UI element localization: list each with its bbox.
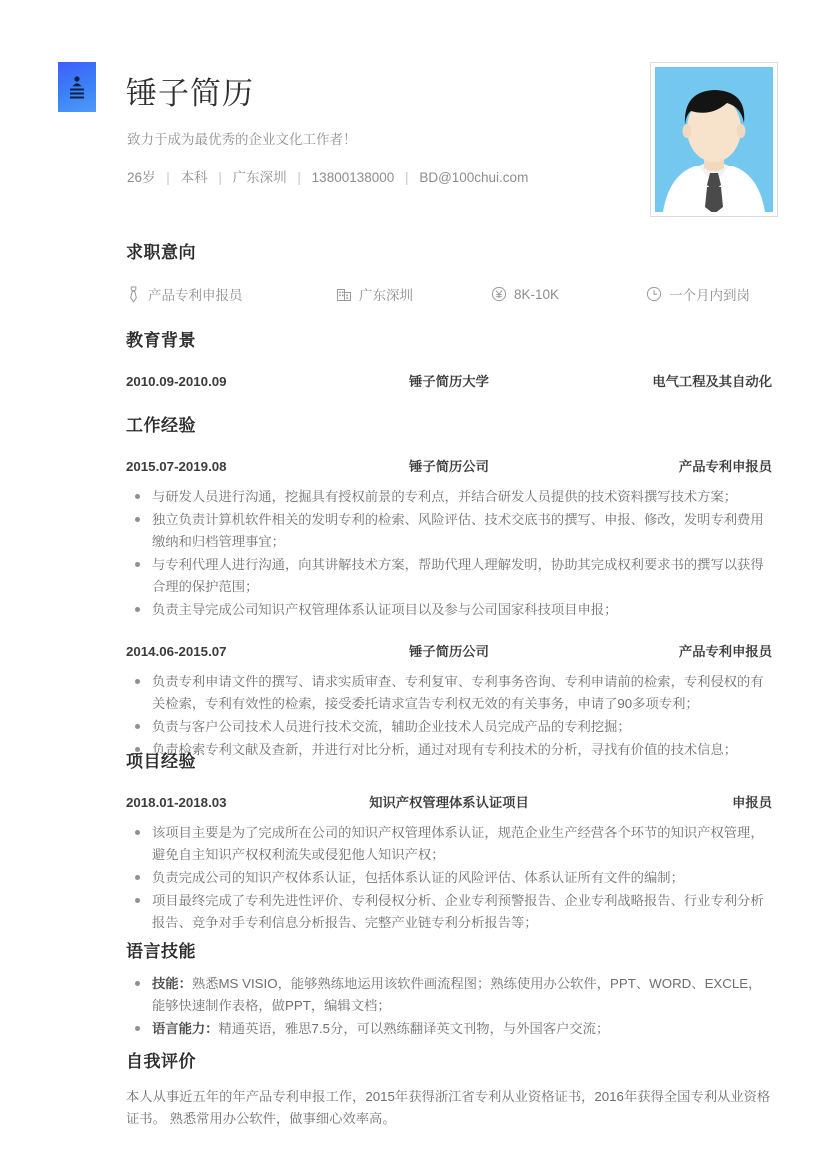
section-title: 语言技能 [126,942,196,961]
contact-age: 26岁 [127,170,156,185]
education-entry [126,371,772,390]
section-language-skills [126,937,772,1041]
avatar [650,62,778,217]
intent-position [126,284,336,304]
list-item: 与研发人员进行沟通，挖掘具有授权前景的专利点，并结合研发人员提供的技术资料撰写技术方案； [126,486,772,508]
section-title: 求职意向 [126,243,196,262]
person-lines-logo-icon [58,62,96,112]
work-entry-header [126,641,772,660]
work-entry-header [126,456,772,475]
contact-email: BD@100chui.com [419,170,529,185]
contact-separator: | [166,170,170,185]
section-education [126,326,772,390]
language-label: 语言能力： [152,1021,219,1036]
education-school: 锤子简历大学 [409,374,489,389]
work-role: 产品专利申报员 [678,459,772,474]
building-icon [336,286,352,302]
yen-icon [491,286,507,302]
section-self-evaluation [126,1047,772,1130]
work-date: 2014.06-2015.07 [126,644,227,659]
project-bullets [126,822,772,934]
intent-availability [646,284,750,304]
project-date: 2018.01-2018.03 [126,795,227,810]
section-project-experience [126,747,772,935]
contact-education: 本科 [180,170,208,185]
work-company: 锤子简历公司 [409,644,489,659]
education-date: 2010.09-2010.09 [126,374,227,389]
contact-separator: | [405,170,409,185]
tie-icon [126,286,141,303]
project-name: 知识产权管理体系认证项目 [369,795,529,810]
list-item: 负责主导完成公司知识产权管理体系认证项目以及参与公司国家科技项目申报； [126,599,772,621]
intent-location [336,284,491,304]
list-item: 负责专利申请文件的撰写、请求实质审查、专利复审、专利事务咨询、专利申请前的检索，专利侵权的有关检索，专利有效性的检索，接受委托请求宣告专利权无效的有关事务，申请了90多项专利； [126,671,772,715]
list-item: 项目最终完成了专利先进性评价、专利侵权分析、企业专利预警报告、企业专利战略报告、行业专利分析报告、竞争对手专利信息分析报告、完整产业链专利分析报告等； [126,890,772,934]
project-role: 申报员 [732,795,772,810]
self-evaluation-text: 本人从事近五年的年产品专利申报工作，2015年获得浙江省专利从业资格证书，2016年获得全国专利从业资格证书。 熟悉常用办公软件，做事细心效率高。 [126,1089,771,1126]
skill-label: 技能： [152,976,192,991]
contact-phone: 13800138000 [311,170,395,185]
intent-position-label: 产品专利申报员 [148,288,243,303]
section-work-experience [126,411,772,762]
list-item: 负责完成公司的知识产权体系认证，包括体系认证的风险评估、体系认证所有文件的编制； [126,867,772,889]
list-item: 负责检索专利文献及查新，并进行对比分析，通过对现有专利技术的分析，寻找有价值的技术信息； [126,739,772,761]
work-date: 2015.07-2019.08 [126,459,227,474]
intent-location-label: 广东深圳 [359,288,413,303]
intent-availability-label: 一个月内到岗 [669,288,750,303]
project-entry-header [126,792,772,811]
contact-separator: | [218,170,222,185]
section-title: 工作经验 [126,416,196,435]
list-item [126,973,772,1017]
work-role: 产品专利申报员 [678,644,772,659]
clock-icon [646,286,662,302]
education-major: 电气工程及其自动化 [652,374,772,389]
list-item: 与专利代理人进行沟通，向其讲解技术方案，帮助代理人理解发明，协助其完成权利要求书的撰写以获得合理的保护范围； [126,554,772,598]
list-item: 该项目主要是为了完成所在公司的知识产权管理体系认证，规范企业生产经营各个环节的知识产权管理，避免自主知识产权权利流失或侵犯他人知识产权； [126,822,772,866]
resume-header [0,0,820,228]
slogan-text: 致力于成为最优秀的企业文化工作者！ [127,132,357,147]
language-bullets [126,973,772,1040]
skill-text: 熟悉MS VISIO，能够熟练地运用该软件画流程图；熟练使用办公软件，PPT、WORD、EXCLE，能够快速制作表格，做PPT，编辑文档； [152,976,762,1013]
contact-line [127,166,528,186]
job-intention-row [126,284,772,304]
language-text: 精通英语，雅思7.5分，可以熟练翻译英文刊物，与外国客户交流； [218,1021,610,1036]
intent-salary [491,284,646,304]
intent-salary-label: 8K-10K [514,286,560,302]
list-item [126,1018,772,1040]
section-job-intention [126,238,772,304]
contact-separator: | [297,170,301,185]
page-title: 锤子简历 [126,76,254,111]
section-title: 自我评价 [126,1052,196,1071]
contact-location: 广东深圳 [232,170,287,185]
work-company: 锤子简历公司 [409,459,489,474]
section-title: 教育背景 [126,331,196,350]
section-title: 项目经验 [126,752,196,771]
list-item: 负责与客户公司技术人员进行技术交流，辅助企业技术人员完成产品的专利挖掘； [126,716,772,738]
list-item: 独立负责计算机软件相关的发明专利的检索、风险评估、技术交底书的撰写、申报、修改，发明专利费用缴纳和归档管理事宜； [126,509,772,553]
work-bullets [126,486,772,621]
